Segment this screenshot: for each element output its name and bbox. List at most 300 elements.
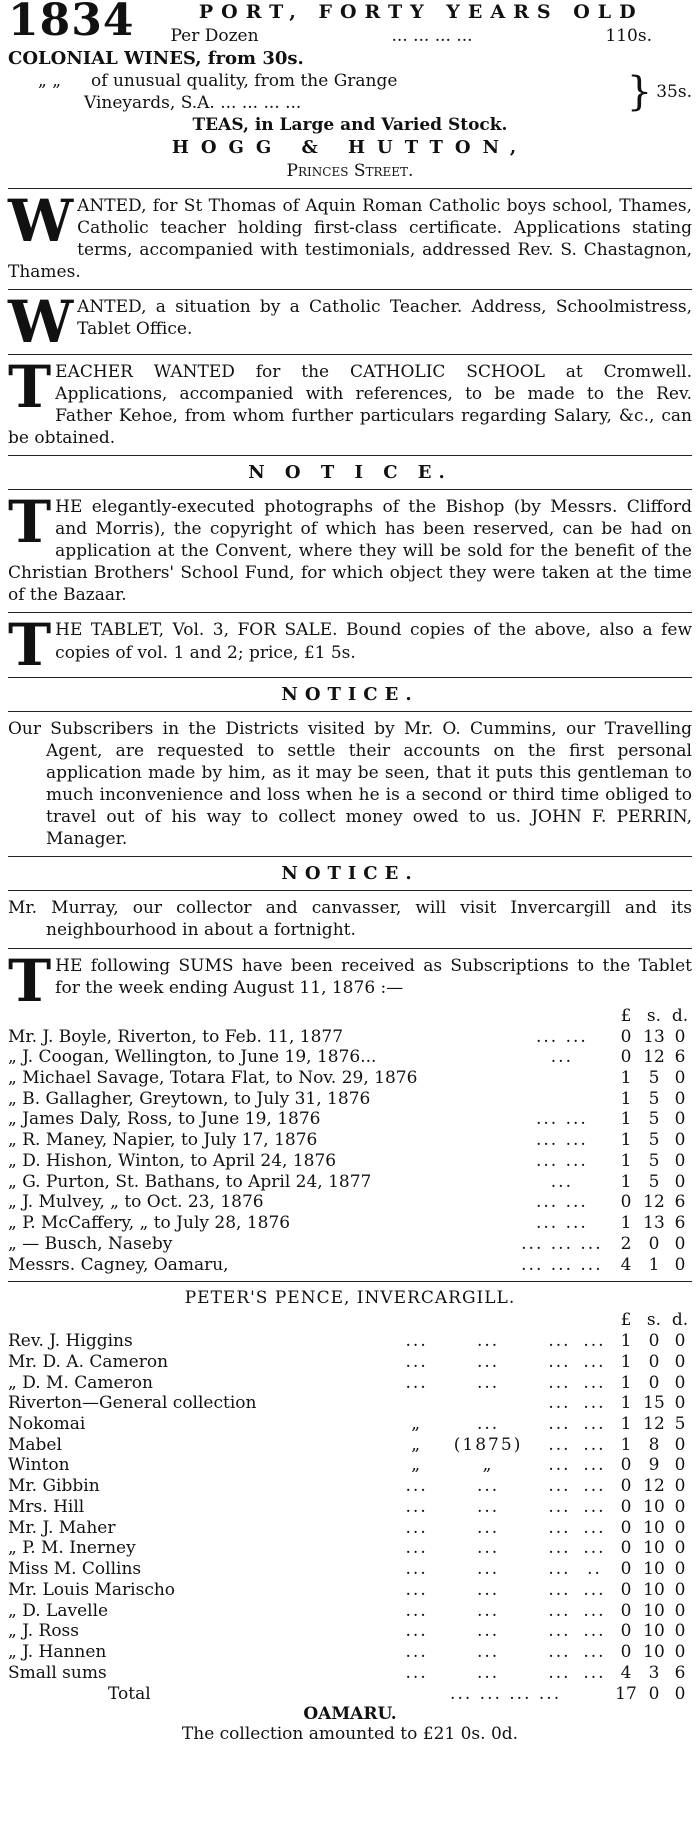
divider bbox=[8, 890, 692, 891]
column-mark: „ bbox=[482, 1455, 494, 1476]
contributor-name: Miss M. Collins bbox=[8, 1559, 142, 1580]
column-mark: ... bbox=[548, 1372, 571, 1393]
amount-pence: 0 bbox=[674, 1233, 686, 1254]
amount-pence: 0 bbox=[674, 1393, 686, 1414]
table-row bbox=[8, 1642, 692, 1663]
amount-pounds: 4 bbox=[620, 1662, 632, 1683]
wine-header-row bbox=[8, 0, 692, 47]
ad-wanted-teacher-thames bbox=[8, 186, 692, 283]
amount-shillings: 0 bbox=[648, 1331, 660, 1352]
divider bbox=[8, 455, 692, 456]
subscriber-name: „ J. Mulvey, „ to Oct. 23, 1876 bbox=[8, 1192, 264, 1213]
table-row bbox=[8, 1601, 692, 1622]
notice-murray: Mr. Murray, our collector and canvasser, will visit Invercargill and its neighbourhood in about a fortnight. bbox=[8, 898, 692, 941]
notice-photographs bbox=[8, 487, 692, 606]
amount-shillings: 13 bbox=[643, 1213, 665, 1234]
table-row bbox=[8, 1538, 692, 1559]
notice-heading: NOTICE. bbox=[281, 683, 419, 705]
amount-pence: 0 bbox=[674, 1171, 686, 1192]
contributor-name: Nokomai bbox=[8, 1414, 86, 1435]
notice-subscribers: Our Subscribers in the Districts visited by Mr. O. Cummins, our Travelling Agent, are requested to settle their accounts on the first personal application made by him, as it may be seen, that it puts this gentleman to much inconvenience and loss when he is a second or third time obliged to travel out of his way to collect money owed to us. JOHN F. PERRIN, Manager. bbox=[8, 718, 692, 850]
divider bbox=[8, 612, 692, 613]
subscriber-name: „ R. Maney, Napier, to July 17, 1876 bbox=[8, 1130, 318, 1151]
table-row bbox=[8, 1455, 692, 1476]
divider bbox=[8, 711, 692, 712]
divider bbox=[8, 188, 692, 189]
year-number: 1834 bbox=[8, 0, 135, 46]
dot-leader: ... ... ... bbox=[521, 1233, 603, 1254]
per-dozen-dots: ... ... ... ... bbox=[391, 25, 473, 46]
contributor-name: „ D. Lavelle bbox=[8, 1600, 109, 1621]
amount-pence: 6 bbox=[674, 1192, 686, 1213]
grange-line-1 bbox=[8, 70, 623, 92]
column-mark: ... bbox=[583, 1372, 606, 1393]
table-row bbox=[8, 1476, 692, 1497]
column-mark: ... bbox=[405, 1517, 428, 1538]
total-shillings: 0 bbox=[648, 1683, 660, 1704]
ditto-marks: „ „ bbox=[38, 71, 62, 92]
column-mark: ... bbox=[583, 1662, 606, 1683]
port-title: PORT, FORTY YEARS OLD bbox=[198, 1, 644, 23]
amount-pounds: 1 bbox=[620, 1109, 632, 1130]
amount-pence: 0 bbox=[674, 1621, 686, 1642]
dropcap-letter: T bbox=[8, 352, 52, 421]
amount-pounds: 1 bbox=[620, 1331, 632, 1352]
column-header-pence: d. bbox=[671, 1310, 689, 1331]
column-mark: ... bbox=[405, 1559, 428, 1580]
dot-leader: ... ... bbox=[535, 1130, 588, 1151]
table-row bbox=[8, 1435, 692, 1456]
firm-name: HOGG & HUTTON, bbox=[171, 137, 529, 159]
grange-line-2: Vineyards, S.A. ... ... ... ... bbox=[84, 93, 302, 114]
contributor-name: Mrs. Hill bbox=[8, 1496, 85, 1517]
column-mark: ... bbox=[548, 1559, 571, 1580]
amount-pence: 0 bbox=[674, 1351, 686, 1372]
subscriber-name: „ P. McCaffery, „ to July 28, 1876 bbox=[8, 1213, 291, 1234]
table-row bbox=[8, 1068, 692, 1089]
teas-line: TEAS, in Large and Varied Stock. bbox=[192, 115, 508, 136]
amount-pence: 0 bbox=[674, 1434, 686, 1455]
subscriber-name: „ B. Gallagher, Greytown, to July 31, 1876 bbox=[8, 1088, 371, 1109]
amount-pounds: 1 bbox=[620, 1150, 632, 1171]
amount-pounds: 2 bbox=[620, 1233, 632, 1254]
column-mark: ... bbox=[583, 1642, 606, 1663]
subscriber-name: Messrs. Cagney, Oamaru, bbox=[8, 1254, 229, 1275]
wine-header-right bbox=[150, 0, 692, 47]
amount-pence: 0 bbox=[674, 1372, 686, 1393]
column-mark: ... bbox=[476, 1579, 500, 1600]
ad-tablet-for-sale bbox=[8, 611, 692, 680]
amount-shillings: 9 bbox=[648, 1455, 660, 1476]
column-mark: ... bbox=[405, 1662, 428, 1683]
column-mark: ... bbox=[476, 1414, 500, 1435]
subscriptions-intro bbox=[8, 946, 692, 1015]
column-mark: ... bbox=[583, 1393, 606, 1414]
newspaper-column bbox=[8, 0, 692, 1744]
dot-leader: ... ... bbox=[535, 1109, 588, 1130]
column-mark: ... bbox=[548, 1351, 571, 1372]
contributor-name: Mr. Gibbin bbox=[8, 1476, 100, 1497]
amount-pounds: 0 bbox=[620, 1455, 632, 1476]
table-row bbox=[8, 1255, 692, 1276]
amount-pounds: 1 bbox=[620, 1130, 632, 1151]
amount-shillings: 3 bbox=[648, 1662, 660, 1683]
peters-pence-heading: PETER'S PENCE, INVERCARGILL. bbox=[184, 1288, 516, 1309]
amount-pence: 0 bbox=[674, 1579, 686, 1600]
ad-teacher-cromwell bbox=[8, 352, 692, 449]
ad-text: ANTED, a situation by a Catholic Teacher. Address, Schoolmistress, Tablet Office. bbox=[77, 297, 692, 340]
brace-glyph: } bbox=[626, 69, 653, 116]
notice-heading: NOTICE. bbox=[281, 863, 419, 885]
column-mark: ... bbox=[476, 1621, 500, 1642]
amount-shillings: 10 bbox=[643, 1600, 665, 1621]
column-mark: ... bbox=[405, 1600, 428, 1621]
peters-pence-rows bbox=[8, 1331, 692, 1683]
amount-pence: 0 bbox=[674, 1150, 686, 1171]
table-row bbox=[8, 1414, 692, 1435]
column-mark: ... bbox=[476, 1538, 500, 1559]
column-mark: ... bbox=[476, 1642, 500, 1663]
subscriber-name: „ Michael Savage, Totara Flat, to Nov. 29, 1876 bbox=[8, 1068, 418, 1088]
contributor-name: Mr. Louis Marischo bbox=[8, 1579, 176, 1600]
subscriber-name: „ — Busch, Naseby bbox=[8, 1233, 173, 1254]
column-mark: ... bbox=[405, 1496, 428, 1517]
amount-pence: 0 bbox=[674, 1109, 686, 1130]
contributor-name: Winton bbox=[8, 1455, 70, 1476]
column-mark: ... bbox=[476, 1496, 500, 1517]
amount-pounds: 0 bbox=[620, 1621, 632, 1642]
column-mark: ... bbox=[548, 1476, 571, 1497]
amount-pounds: 0 bbox=[620, 1600, 632, 1621]
grange-price: 35s. bbox=[656, 82, 692, 103]
grange-row bbox=[8, 70, 692, 114]
amount-pounds: 0 bbox=[620, 1538, 632, 1559]
amount-shillings: 0 bbox=[648, 1351, 660, 1372]
column-mark: ... bbox=[476, 1517, 500, 1538]
column-mark: ... bbox=[583, 1600, 606, 1621]
grange-line-1-text: of unusual quality, from the Grange bbox=[91, 71, 398, 92]
column-mark: ... bbox=[405, 1579, 428, 1600]
table-row bbox=[8, 1559, 692, 1580]
column-mark: ... bbox=[476, 1662, 500, 1683]
subscriptions-intro-text: HE following SUMS have been received as Subscriptions to the Tablet for the week ending August 11, 1876 :— bbox=[55, 955, 692, 998]
table-row bbox=[8, 1663, 692, 1684]
amount-pounds: 0 bbox=[620, 1559, 632, 1580]
column-mark: ... bbox=[476, 1331, 500, 1352]
table-row bbox=[8, 1497, 692, 1518]
amount-pounds: 1 bbox=[620, 1434, 632, 1455]
per-dozen-price: 110s. bbox=[605, 25, 652, 46]
column-mark: ... bbox=[548, 1496, 571, 1517]
amount-shillings: 10 bbox=[643, 1538, 665, 1559]
column-mark: ... bbox=[405, 1538, 428, 1559]
column-mark: ... bbox=[583, 1579, 606, 1600]
contributor-name: „ P. M. Inerney bbox=[8, 1538, 136, 1559]
table-row bbox=[8, 1192, 692, 1213]
column-mark: ... bbox=[583, 1476, 606, 1497]
column-mark: ... bbox=[583, 1621, 606, 1642]
column-mark: ... bbox=[548, 1455, 571, 1476]
amount-shillings: 12 bbox=[643, 1414, 665, 1435]
subscriptions-rows bbox=[8, 1027, 692, 1276]
amount-shillings: 10 bbox=[643, 1517, 665, 1538]
table-row bbox=[8, 1234, 692, 1255]
column-mark: ... bbox=[405, 1331, 428, 1352]
divider bbox=[8, 1281, 692, 1282]
column-mark: ... bbox=[583, 1538, 606, 1559]
column-mark: ... bbox=[583, 1351, 606, 1372]
per-dozen-label: Per Dozen bbox=[170, 25, 259, 46]
dot-leader: ... ... bbox=[535, 1192, 588, 1213]
dot-leader: ... ... bbox=[535, 1026, 588, 1047]
amount-pence: 6 bbox=[674, 1213, 686, 1234]
column-mark: ... bbox=[583, 1455, 606, 1476]
column-mark: ... bbox=[476, 1476, 500, 1497]
amount-pence: 0 bbox=[674, 1088, 686, 1109]
amount-pence: 6 bbox=[674, 1662, 686, 1683]
amount-shillings: 1 bbox=[648, 1254, 660, 1275]
amount-shillings: 5 bbox=[648, 1088, 660, 1109]
table-row bbox=[8, 1172, 692, 1193]
table-row bbox=[8, 1130, 692, 1151]
column-mark: ... bbox=[548, 1414, 571, 1435]
amount-shillings: 10 bbox=[643, 1559, 665, 1580]
amount-shillings: 10 bbox=[643, 1642, 665, 1663]
column-mark bbox=[434, 1393, 542, 1414]
table-row bbox=[8, 1373, 692, 1394]
column-mark: ... bbox=[583, 1517, 606, 1538]
contributor-name: Mabel bbox=[8, 1434, 62, 1455]
amount-pence: 0 bbox=[674, 1068, 686, 1088]
dot-leader: ... ... bbox=[535, 1213, 588, 1234]
contributor-name: Mr. D. A. Cameron bbox=[8, 1351, 169, 1372]
amount-pence: 0 bbox=[674, 1455, 686, 1476]
amount-pounds: 0 bbox=[620, 1496, 632, 1517]
column-header-pence: d. bbox=[671, 1005, 689, 1026]
column-mark: ... bbox=[476, 1559, 500, 1580]
amount-shillings: 15 bbox=[643, 1393, 665, 1414]
amount-pence: 0 bbox=[674, 1254, 686, 1275]
column-mark: ... bbox=[548, 1517, 571, 1538]
amount-pounds: 0 bbox=[620, 1192, 632, 1213]
subscriber-name: „ J. Coogan, Wellington, to June 19, 1876... bbox=[8, 1047, 377, 1068]
amount-shillings: 10 bbox=[643, 1496, 665, 1517]
table-row bbox=[8, 1109, 692, 1130]
amount-pence: 0 bbox=[674, 1476, 686, 1497]
table-row bbox=[8, 1047, 692, 1068]
column-mark: ... bbox=[548, 1642, 571, 1663]
dropcap-letter: T bbox=[8, 487, 52, 556]
amount-shillings: 5 bbox=[648, 1068, 660, 1088]
amount-pence: 6 bbox=[674, 1047, 686, 1068]
column-mark: ... bbox=[405, 1621, 428, 1642]
table-row bbox=[8, 1089, 692, 1110]
amount-shillings: 12 bbox=[643, 1047, 665, 1068]
contributor-name: „ D. M. Cameron bbox=[8, 1372, 153, 1393]
amount-pence: 0 bbox=[674, 1559, 686, 1580]
total-row bbox=[8, 1684, 692, 1705]
amount-pounds: 0 bbox=[620, 1476, 632, 1497]
column-header-shillings: s. bbox=[646, 1310, 662, 1331]
table-row bbox=[8, 1621, 692, 1642]
amount-pounds: 0 bbox=[620, 1642, 632, 1663]
ad-text: EACHER WANTED for the CATHOLIC SCHOOL at Cromwell. Applications, accompanied with references, to be made to the Rev. Father Kehoe, from whom further particulars regarding Salary, &c., can be obtained. bbox=[8, 361, 692, 448]
column-mark: ... bbox=[548, 1579, 571, 1600]
oamaru-heading: OAMARU. bbox=[303, 1704, 397, 1725]
amount-pounds: 1 bbox=[620, 1088, 632, 1109]
amount-pence: 0 bbox=[674, 1130, 686, 1151]
amount-shillings: 0 bbox=[648, 1233, 660, 1254]
contributor-name: Riverton—General collection bbox=[8, 1393, 257, 1414]
amount-pounds: 1 bbox=[620, 1068, 632, 1088]
column-mark: „ bbox=[411, 1434, 423, 1455]
column-mark bbox=[399, 1393, 434, 1414]
dropcap-letter: T bbox=[8, 611, 52, 680]
table-row bbox=[8, 1331, 692, 1352]
column-mark: .. bbox=[587, 1559, 602, 1580]
street-line: Princes Street. bbox=[286, 160, 414, 181]
amount-shillings: 5 bbox=[648, 1109, 660, 1130]
column-mark: „ bbox=[411, 1414, 423, 1435]
column-mark: ... bbox=[548, 1662, 571, 1683]
amount-pounds: 1 bbox=[620, 1213, 632, 1234]
amount-shillings: 10 bbox=[643, 1579, 665, 1600]
divider bbox=[8, 677, 692, 678]
dot-leader: ... bbox=[550, 1171, 573, 1192]
contributor-name: Small sums bbox=[8, 1662, 107, 1683]
contributor-name: Rev. J. Higgins bbox=[8, 1331, 133, 1352]
column-mark: ... bbox=[405, 1476, 428, 1497]
peters-pence-table bbox=[8, 1310, 692, 1704]
column-mark: ... bbox=[583, 1434, 606, 1455]
column-mark: ... bbox=[548, 1600, 571, 1621]
column-mark: ... bbox=[405, 1351, 428, 1372]
table-row bbox=[8, 1580, 692, 1601]
amount-pounds: 1 bbox=[620, 1414, 632, 1435]
total-dots: ... ... ... ... bbox=[450, 1683, 562, 1704]
amount-pounds: 4 bbox=[620, 1254, 632, 1275]
column-mark: ... bbox=[583, 1496, 606, 1517]
divider bbox=[8, 856, 692, 857]
amount-pence: 0 bbox=[674, 1642, 686, 1663]
divider bbox=[8, 289, 692, 290]
amount-shillings: 8 bbox=[648, 1434, 660, 1455]
amount-pence: 5 bbox=[674, 1414, 686, 1435]
subscriptions-table bbox=[8, 1006, 692, 1276]
table-row bbox=[8, 1027, 692, 1048]
amount-pounds: 1 bbox=[620, 1372, 632, 1393]
subscriber-name: „ James Daly, Ross, to June 19, 1876 bbox=[8, 1109, 321, 1130]
amount-pounds: 1 bbox=[620, 1171, 632, 1192]
amount-shillings: 12 bbox=[643, 1476, 665, 1497]
oamaru-text: The collection amounted to £21 0s. 0d. bbox=[181, 1724, 519, 1745]
notice-text: HE elegantly-executed photographs of the Bishop (by Messrs. Clifford and Morris), the copyright of which has been reserved, can be had on application at the Convent, where they will be sold for the benefit of the Christian Brothers' School Fund, for which object they were taken at the time of the Bazaar. bbox=[8, 496, 692, 606]
column-mark: ... bbox=[476, 1372, 500, 1393]
dot-leader: ... ... ... bbox=[521, 1254, 603, 1275]
dropcap-letter: W bbox=[8, 186, 74, 255]
subscriber-name: „ G. Purton, St. Bathans, to April 24, 1877 bbox=[8, 1171, 372, 1192]
amount-shillings: 5 bbox=[648, 1130, 660, 1151]
amount-pounds: 0 bbox=[620, 1517, 632, 1538]
amount-pounds: 0 bbox=[620, 1579, 632, 1600]
amount-pounds: 0 bbox=[620, 1026, 632, 1047]
column-mark: ... bbox=[548, 1331, 571, 1352]
table-row bbox=[8, 1393, 692, 1414]
contributor-name: „ J. Ross bbox=[8, 1621, 79, 1642]
grange-text bbox=[8, 70, 623, 114]
table-row bbox=[8, 1151, 692, 1172]
divider bbox=[8, 948, 692, 949]
table-row bbox=[8, 1352, 692, 1373]
ad-wanted-situation bbox=[8, 288, 692, 357]
column-mark: ... bbox=[548, 1538, 571, 1559]
table-header-row bbox=[8, 1006, 692, 1027]
column-mark: ... bbox=[583, 1331, 606, 1352]
column-mark: ... bbox=[405, 1642, 428, 1663]
amount-shillings: 0 bbox=[648, 1372, 660, 1393]
notice-heading: N O T I C E. bbox=[248, 461, 452, 483]
total-pounds: 17 bbox=[615, 1683, 637, 1704]
dropcap-letter: W bbox=[8, 288, 74, 357]
amount-shillings: 12 bbox=[643, 1192, 665, 1213]
contributor-name: „ J. Hannen bbox=[8, 1642, 107, 1663]
column-mark: „ bbox=[411, 1455, 423, 1476]
ad-text: ANTED, for St Thomas of Aquin Roman Catholic boys school, Thames, Catholic teacher holding first-class certificate. Applications stating terms, accompanied with testimonials, addressed Rev. S. Chastagnon, Thames. bbox=[8, 195, 692, 283]
divider bbox=[8, 489, 692, 490]
total-label: Total bbox=[108, 1683, 151, 1704]
column-mark: ... bbox=[476, 1600, 500, 1621]
table-header-row bbox=[8, 1310, 692, 1331]
column-header-pounds: £ bbox=[620, 1005, 632, 1026]
amount-pence: 0 bbox=[674, 1026, 686, 1047]
per-dozen-line bbox=[150, 25, 692, 47]
subscriber-name: „ D. Hishon, Winton, to April 24, 1876 bbox=[8, 1150, 337, 1171]
amount-pence: 0 bbox=[674, 1496, 686, 1517]
amount-pence: 0 bbox=[674, 1517, 686, 1538]
column-header-pounds: £ bbox=[620, 1310, 632, 1331]
dot-leader: ... ... bbox=[535, 1150, 588, 1171]
dot-leader bbox=[512, 1068, 612, 1089]
ad-text: HE TABLET, Vol. 3, FOR SALE. Bound copies of the above, also a few copies of vol. 1 and 2; price, £1 5s. bbox=[55, 620, 692, 663]
amount-pence: 0 bbox=[674, 1331, 686, 1352]
total-pence: 0 bbox=[674, 1683, 686, 1704]
table-row bbox=[8, 1213, 692, 1234]
contributor-name: Mr. J. Maher bbox=[8, 1517, 116, 1538]
amount-pounds: 1 bbox=[620, 1393, 632, 1414]
divider bbox=[8, 354, 692, 355]
dot-leader: ... bbox=[550, 1047, 573, 1068]
dot-leader bbox=[512, 1089, 612, 1110]
column-mark: ... bbox=[548, 1393, 571, 1414]
column-mark: ... bbox=[405, 1372, 428, 1393]
amount-pounds: 1 bbox=[620, 1351, 632, 1372]
amount-shillings: 13 bbox=[643, 1026, 665, 1047]
amount-shillings: 10 bbox=[643, 1621, 665, 1642]
subscriber-name: Mr. J. Boyle, Riverton, to Feb. 11, 1877 bbox=[8, 1026, 344, 1047]
column-mark: (1875) bbox=[453, 1434, 523, 1455]
amount-pounds: 0 bbox=[620, 1047, 632, 1068]
dropcap-letter: T bbox=[8, 946, 52, 1015]
column-mark: ... bbox=[583, 1414, 606, 1435]
amount-shillings: 5 bbox=[648, 1171, 660, 1192]
column-mark: ... bbox=[548, 1434, 571, 1455]
colonial-wines-line: COLONIAL WINES, from 30s. bbox=[8, 47, 304, 69]
table-row bbox=[8, 1518, 692, 1539]
column-mark: ... bbox=[476, 1351, 500, 1372]
amount-shillings: 5 bbox=[648, 1150, 660, 1171]
amount-pence: 0 bbox=[674, 1600, 686, 1621]
column-mark: ... bbox=[548, 1621, 571, 1642]
